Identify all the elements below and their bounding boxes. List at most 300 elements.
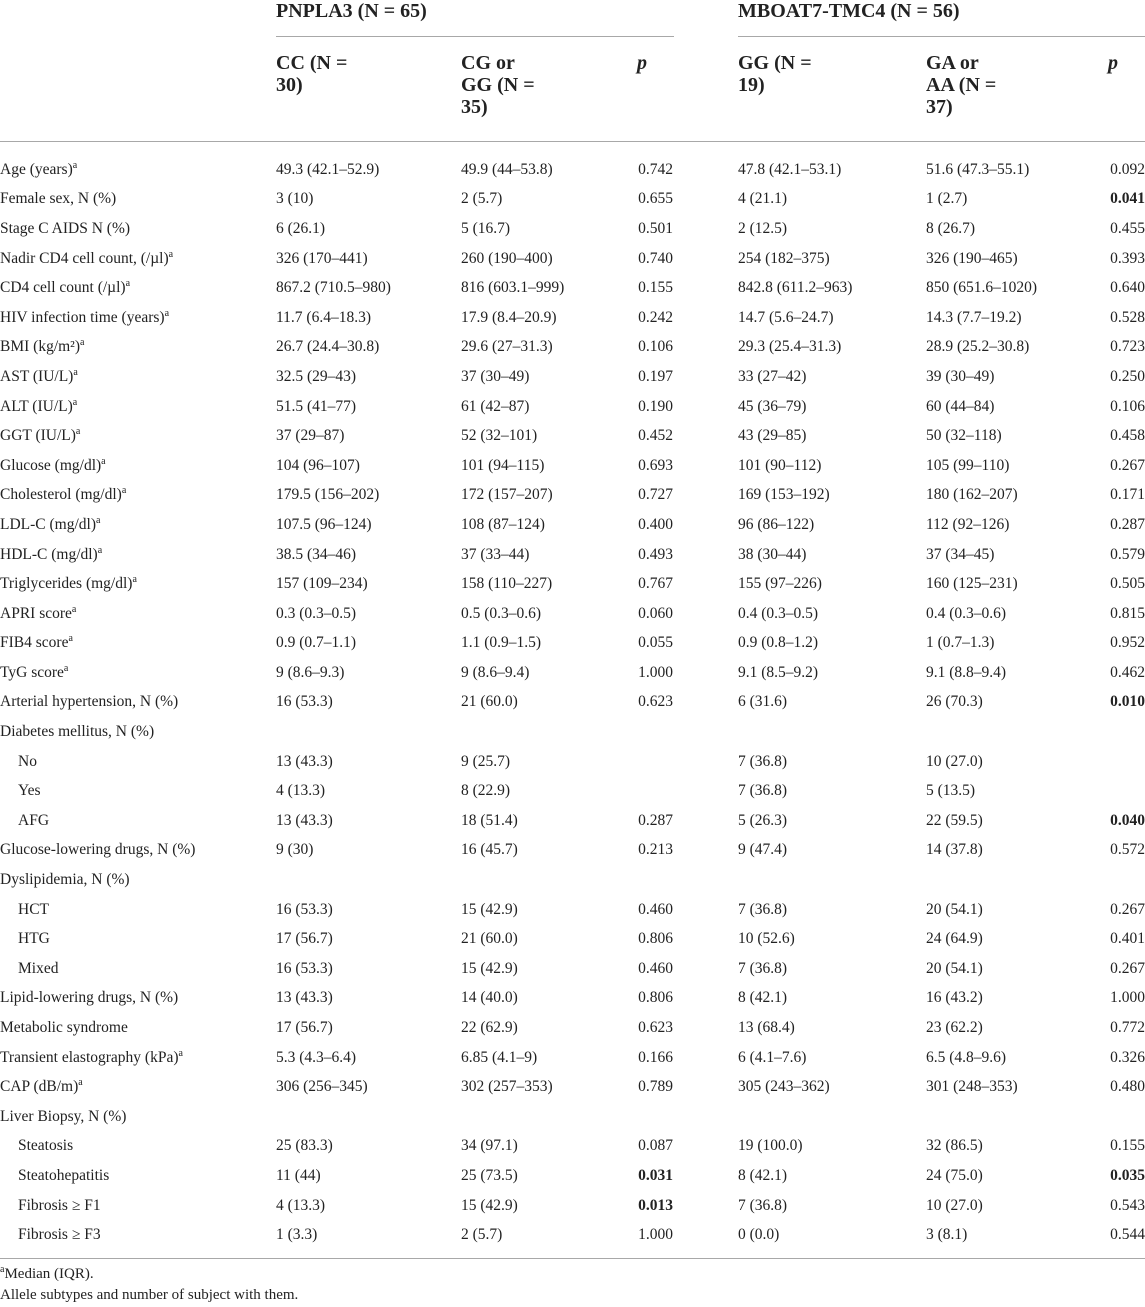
cell-spacer	[673, 688, 738, 718]
cell-spacer	[673, 1220, 738, 1250]
cell-pnpla3-cg-gg: 15 (42.9)	[461, 959, 518, 977]
cell-p-pnpla3: 0.087	[638, 1137, 673, 1155]
row-label: Mixed	[18, 959, 59, 977]
cell-pnpla3-cg-gg: 108 (87–124)	[461, 515, 545, 533]
cell-mboat7-gg: 7 (36.8)	[738, 900, 788, 918]
superscript-a: a	[132, 573, 137, 585]
footnote-median-iqr: $^a$Median (IQR).	[0, 1264, 94, 1282]
cell-pnpla3-cc	[276, 717, 461, 747]
row-label: Lipid-lowering drugs, N (%)	[0, 989, 179, 1007]
cell-pnpla3-cg-gg: 2 (5.7)	[461, 190, 503, 208]
cell-pnpla3-cg-gg: 52 (32–101)	[461, 427, 538, 445]
cell-mboat7-gg: 14.7 (5.6–24.7)	[738, 308, 834, 326]
cell-spacer	[673, 185, 738, 215]
cell-p-pnpla3	[605, 747, 673, 777]
cell-spacer	[673, 303, 738, 333]
row-label: HIV infection time (years)$^a$	[0, 307, 170, 326]
row-label: Stage C AIDS N (%)	[0, 219, 131, 237]
row-label: GGT $(IU/L)^a$	[0, 425, 81, 445]
table-row	[0, 569, 1145, 599]
group-title-mboat7: MBOAT7-TMC4 (N = 56)	[738, 0, 960, 22]
cell-spacer	[673, 421, 738, 451]
cell-mboat7-gg: 305 (243–362)	[738, 1078, 830, 1096]
cell-p-mboat7	[1070, 865, 1145, 895]
cell-p-mboat7: 0.505	[1110, 575, 1145, 593]
row-label: Fibrosis ≥ F3	[18, 1226, 101, 1244]
cell-pnpla3-cg-gg: 21 (60.0)	[461, 930, 518, 948]
cell-mboat7-gg: 10 (52.6)	[738, 930, 795, 948]
cell-p-pnpla3: 0.727	[638, 486, 673, 504]
cell-mboat7-gg: 4 (21.1)	[738, 190, 788, 208]
superscript-a: a	[96, 514, 101, 526]
row-label: Female sex, N (%)	[0, 190, 117, 208]
cell-pnpla3-cg-gg: 37 (30–49)	[461, 367, 530, 385]
table-row	[0, 481, 1145, 511]
cell-p-mboat7: 0.772	[1110, 1019, 1145, 1037]
cell-mboat7-ga-aa: 14.3 (7.7–19.2)	[926, 308, 1022, 326]
cell-mboat7-gg: 6 (31.6)	[738, 693, 788, 711]
cell-pnpla3-cg-gg: 18 (51.4)	[461, 811, 518, 829]
cell-mboat7-gg: 5 (26.3)	[738, 811, 788, 829]
row-label: Glucose $(mg/dl)^a$	[0, 455, 106, 474]
row-label: Yes	[18, 782, 41, 800]
table-row	[0, 362, 1145, 392]
row-label: Diabetes mellitus, N (%)	[0, 723, 155, 741]
cell-p-pnpla3: 0.400	[638, 515, 673, 533]
cell-p-mboat7: 0.458	[1110, 427, 1145, 445]
row-label: Cholesterol $(mg/dl)^a$	[0, 485, 127, 504]
cell-mboat7-gg	[738, 717, 926, 747]
cell-mboat7-gg: 7 (36.8)	[738, 782, 788, 800]
colhead-p-mboat7: p	[1108, 52, 1118, 74]
row-label: CD4 cell count $(/\mu l)^a$	[0, 278, 131, 297]
cell-pnpla3-cc: 17 (56.7)	[276, 1019, 333, 1037]
cell-p-mboat7: 0.171	[1110, 486, 1145, 504]
cell-mboat7-gg: 43 (29–85)	[738, 427, 807, 445]
cell-mboat7-gg: 7 (36.8)	[738, 1196, 788, 1214]
cell-mboat7-gg: 96 (86–122)	[738, 515, 815, 533]
cell-pnpla3-cc: 867.2 (710.5–980)	[276, 279, 391, 297]
row-label: CAP $(dB/m)^a$	[0, 1077, 83, 1096]
cell-p-pnpla3: 0.031	[638, 1166, 673, 1184]
cell-mboat7-ga-aa: 10 (27.0)	[926, 752, 983, 770]
cell-p-mboat7: 0.952	[1110, 634, 1145, 652]
header-divider	[0, 141, 1145, 142]
cell-p-mboat7: 0.106	[1110, 397, 1145, 415]
cell-mboat7-ga-aa: 20 (54.1)	[926, 900, 983, 918]
cell-mboat7-gg: 13 (68.4)	[738, 1019, 795, 1037]
row-label: Fibrosis ≥ F1	[18, 1196, 101, 1214]
cell-mboat7-ga-aa	[926, 717, 1070, 747]
cell-mboat7-gg: 7 (36.8)	[738, 959, 788, 977]
cell-p-mboat7: 0.250	[1110, 367, 1145, 385]
cell-p-pnpla3: 0.742	[638, 160, 673, 178]
cell-mboat7-ga-aa: 16 (43.2)	[926, 989, 983, 1007]
cell-p-pnpla3: 0.806	[638, 930, 673, 948]
cell-p-mboat7: 0.393	[1110, 249, 1145, 267]
cell-spacer	[673, 984, 738, 1014]
table-row	[0, 1220, 1145, 1250]
cell-p-pnpla3: 0.213	[638, 841, 673, 859]
table-row	[0, 806, 1145, 836]
superscript-a: a	[101, 455, 106, 467]
cell-p-pnpla3: 0.013	[638, 1196, 673, 1214]
cell-p-pnpla3	[605, 776, 673, 806]
cell-mboat7-ga-aa: 22 (59.5)	[926, 811, 983, 829]
table-row	[0, 954, 1145, 984]
cell-pnpla3-cg-gg: 49.9 (44–53.8)	[461, 160, 553, 178]
table-row	[0, 185, 1145, 215]
cell-mboat7-gg	[738, 865, 926, 895]
cell-p-pnpla3: 0.655	[638, 190, 673, 208]
cell-pnpla3-cg-gg: 15 (42.9)	[461, 1196, 518, 1214]
table-row	[0, 629, 1145, 659]
cell-mboat7-gg: 47.8 (42.1–53.1)	[738, 160, 842, 178]
cell-p-mboat7: 0.528	[1110, 308, 1145, 326]
footnote-allele-subtypes: Allele subtypes and number of subject with them.	[0, 1287, 299, 1303]
cell-p-pnpla3: 0.197	[638, 367, 673, 385]
cell-p-mboat7	[1070, 717, 1145, 747]
cell-pnpla3-cc: 4 (13.3)	[276, 1196, 326, 1214]
cell-pnpla3-cg-gg	[461, 865, 605, 895]
table-row	[0, 747, 1145, 777]
cell-p-pnpla3: 1.000	[638, 1226, 673, 1244]
cell-mboat7-gg: 9 (47.4)	[738, 841, 788, 859]
table-row	[0, 776, 1145, 806]
cell-p-mboat7: 0.035	[1110, 1166, 1145, 1184]
cell-mboat7-ga-aa: 50 (32–118)	[926, 427, 1002, 445]
cell-p-mboat7: 0.267	[1110, 959, 1145, 977]
cell-pnpla3-cg-gg: 260 (190–400)	[461, 249, 553, 267]
cell-mboat7-ga-aa: 10 (27.0)	[926, 1196, 983, 1214]
cell-pnpla3-cc: 25 (83.3)	[276, 1137, 333, 1155]
cell-pnpla3-cc: 38.5 (34–46)	[276, 545, 357, 563]
cell-pnpla3-cc	[276, 865, 461, 895]
cell-pnpla3-cg-gg: 6.85 (4.1–9)	[461, 1048, 538, 1066]
cell-mboat7-gg: 33 (27–42)	[738, 367, 807, 385]
cell-spacer	[673, 451, 738, 481]
cell-spacer	[673, 1161, 738, 1191]
cell-spacer	[673, 273, 738, 303]
cell-mboat7-ga-aa: 3 (8.1)	[926, 1226, 968, 1244]
cell-mboat7-ga-aa: 60 (44–84)	[926, 397, 995, 415]
table-row	[0, 214, 1145, 244]
table-row	[0, 510, 1145, 540]
table-row	[0, 984, 1145, 1014]
table-row	[0, 421, 1145, 451]
cell-pnpla3-cc: 16 (53.3)	[276, 900, 333, 918]
cell-spacer	[673, 1043, 738, 1073]
cell-spacer	[673, 392, 738, 422]
cell-p-pnpla3: 0.693	[638, 456, 673, 474]
table-row	[0, 1043, 1145, 1073]
cell-pnpla3-cg-gg: 8 (22.9)	[461, 782, 511, 800]
row-label: Triglycerides $(mg/dl)^a$	[0, 573, 137, 593]
row-label: Nadir CD4 cell count, $(/\mu l)^a$	[0, 248, 174, 267]
table-row	[0, 1013, 1145, 1043]
table-row	[0, 273, 1145, 303]
cell-pnpla3-cg-gg: 302 (257–353)	[461, 1078, 553, 1096]
cell-p-mboat7: 0.543	[1110, 1196, 1145, 1214]
cell-pnpla3-cg-gg: 2 (5.7)	[461, 1226, 503, 1244]
table-row	[0, 333, 1145, 363]
superscript-a: a	[73, 366, 78, 378]
superscript-a: a	[121, 485, 127, 497]
cell-mboat7-gg: 8 (42.1)	[738, 1166, 788, 1184]
cell-mboat7-ga-aa: 0.4 (0.3–0.6)	[926, 604, 1007, 622]
superscript-a: a	[72, 159, 78, 171]
cell-pnpla3-cg-gg: 101 (94–115)	[461, 456, 545, 474]
cell-spacer	[673, 629, 738, 659]
cell-p-pnpla3: 0.055	[638, 634, 673, 652]
cell-p-pnpla3	[605, 865, 673, 895]
superscript-a: a	[125, 278, 131, 290]
cell-p-pnpla3: 0.789	[638, 1078, 673, 1096]
cell-pnpla3-cg-gg: 29.6 (27–31.3)	[461, 338, 553, 356]
table-row	[0, 658, 1145, 688]
cell-pnpla3-cc: 326 (170–441)	[276, 249, 368, 267]
cell-mboat7-ga-aa: 51.6 (47.3–55.1)	[926, 160, 1030, 178]
row-label: Liver Biopsy, N (%)	[0, 1107, 127, 1125]
colhead-pnpla3-cc: CC (N = 30)	[276, 52, 348, 96]
table-row	[0, 688, 1145, 718]
cell-p-pnpla3: 0.623	[638, 1019, 673, 1037]
cell-spacer	[673, 510, 738, 540]
cell-spacer	[673, 895, 738, 925]
superscript-a: a	[71, 603, 77, 615]
cell-mboat7-gg	[738, 1102, 926, 1132]
cell-mboat7-gg: 9.1 (8.5–9.2)	[738, 663, 819, 681]
cell-pnpla3-cg-gg: 9 (25.7)	[461, 752, 511, 770]
cell-p-pnpla3	[605, 717, 673, 747]
row-label: Age (years)$^a$	[0, 159, 78, 178]
table-row	[0, 244, 1145, 274]
cell-pnpla3-cc: 157 (109–234)	[276, 575, 368, 593]
table-row	[0, 155, 1145, 185]
colhead-p-pnpla3: p	[637, 52, 647, 74]
table-row	[0, 599, 1145, 629]
cell-mboat7-ga-aa: 112 (92–126)	[926, 515, 1010, 533]
superscript-a: a	[80, 337, 85, 349]
row-label: Metabolic syndrome	[0, 1019, 128, 1037]
cell-p-mboat7: 0.326	[1110, 1048, 1145, 1066]
cell-spacer	[673, 1132, 738, 1162]
row-label: ALT $(IU/L)^a$	[0, 396, 78, 415]
cell-p-mboat7: 0.455	[1110, 219, 1145, 237]
cell-pnpla3-cc: 9 (30)	[276, 841, 314, 859]
cell-mboat7-gg: 254 (182–375)	[738, 249, 830, 267]
cell-spacer	[673, 481, 738, 511]
cell-pnpla3-cg-gg	[461, 717, 605, 747]
cell-p-pnpla3: 0.060	[638, 604, 673, 622]
cell-pnpla3-cg-gg: 14 (40.0)	[461, 989, 518, 1007]
table-row	[0, 303, 1145, 333]
table-row	[0, 1102, 1145, 1132]
cell-pnpla3-cg-gg: 37 (33–44)	[461, 545, 530, 563]
table-row	[0, 1191, 1145, 1221]
cell-pnpla3-cc: 0.3 (0.3–0.5)	[276, 604, 357, 622]
table-row	[0, 392, 1145, 422]
cell-p-pnpla3	[605, 1102, 673, 1132]
cell-p-pnpla3: 0.460	[638, 900, 673, 918]
cell-pnpla3-cc: 26.7 (24.4–30.8)	[276, 338, 380, 356]
superscript-a: a	[72, 396, 78, 408]
cell-pnpla3-cc: 17 (56.7)	[276, 930, 333, 948]
cell-p-mboat7: 0.572	[1110, 841, 1145, 859]
cell-p-mboat7: 0.287	[1110, 515, 1145, 533]
cell-p-pnpla3: 0.767	[638, 575, 673, 593]
cell-spacer	[673, 214, 738, 244]
row-label: HCT	[18, 900, 49, 918]
cell-mboat7-ga-aa: 37 (34–45)	[926, 545, 995, 563]
cell-mboat7-ga-aa: 326 (190–465)	[926, 249, 1018, 267]
cell-mboat7-ga-aa: 14 (37.8)	[926, 841, 983, 859]
row-label: Glucose-lowering drugs, N (%)	[0, 841, 196, 859]
cell-mboat7-ga-aa: 1 (2.7)	[926, 190, 968, 208]
cell-p-mboat7: 0.815	[1110, 604, 1145, 622]
group-underline-pnpla3	[276, 36, 674, 37]
cell-mboat7-gg: 0.4 (0.3–0.5)	[738, 604, 819, 622]
superscript-a: a	[178, 1047, 183, 1059]
cell-pnpla3-cc: 13 (43.3)	[276, 811, 333, 829]
row-label: Transient elastography (kPa)$^a$	[0, 1047, 183, 1066]
colhead-mboat7-ga-aa: GA or AA (N = 37)	[926, 52, 997, 118]
cell-p-mboat7: 0.041	[1110, 190, 1145, 208]
cell-pnpla3-cg-gg: 0.5 (0.3–0.6)	[461, 604, 542, 622]
superscript-a: a	[63, 662, 69, 674]
cell-mboat7-ga-aa: 105 (99–110)	[926, 456, 1010, 474]
data-table	[0, 155, 1145, 1250]
cell-pnpla3-cg-gg: 172 (157–207)	[461, 486, 553, 504]
cell-mboat7-gg: 842.8 (611.2–963)	[738, 279, 853, 297]
row-label: TyG score$^a$	[0, 662, 69, 681]
cell-spacer	[673, 244, 738, 274]
cell-mboat7-gg: 169 (153–192)	[738, 486, 830, 504]
cell-mboat7-ga-aa: 39 (30–49)	[926, 367, 995, 385]
cell-pnpla3-cc: 306 (256–345)	[276, 1078, 368, 1096]
cell-spacer	[673, 1191, 738, 1221]
table-row	[0, 540, 1145, 570]
cell-pnpla3-cc: 16 (53.3)	[276, 693, 333, 711]
cell-spacer	[673, 717, 738, 747]
cell-mboat7-gg: 19 (100.0)	[738, 1137, 803, 1155]
footnote-superscript: a	[0, 1264, 5, 1275]
cell-pnpla3-cg-gg: 16 (45.7)	[461, 841, 518, 859]
row-label: No	[18, 752, 37, 770]
cell-p-pnpla3: 0.740	[638, 249, 673, 267]
cell-p-mboat7: 0.544	[1110, 1226, 1145, 1244]
cell-mboat7-ga-aa: 23 (62.2)	[926, 1019, 983, 1037]
table-row	[0, 836, 1145, 866]
cell-mboat7-gg: 155 (97–226)	[738, 575, 822, 593]
cell-pnpla3-cg-gg: 21 (60.0)	[461, 693, 518, 711]
cell-mboat7-gg: 45 (36–79)	[738, 397, 807, 415]
cell-mboat7-gg: 7 (36.8)	[738, 752, 788, 770]
cell-p-pnpla3: 0.287	[638, 811, 673, 829]
cell-p-pnpla3: 0.242	[638, 308, 673, 326]
cell-p-mboat7: 0.010	[1110, 693, 1145, 711]
cell-p-pnpla3: 0.166	[638, 1048, 673, 1066]
superscript-a: a	[164, 307, 170, 319]
cell-pnpla3-cc: 16 (53.3)	[276, 959, 333, 977]
table-row	[0, 1072, 1145, 1102]
cell-p-pnpla3: 0.106	[638, 338, 673, 356]
cell-mboat7-gg: 8 (42.1)	[738, 989, 788, 1007]
cell-p-mboat7: 0.640	[1110, 279, 1145, 297]
cell-spacer	[673, 1013, 738, 1043]
cell-mboat7-ga-aa: 8 (26.7)	[926, 219, 976, 237]
table-row	[0, 865, 1145, 895]
cell-p-mboat7: 0.462	[1110, 663, 1145, 681]
cell-mboat7-ga-aa	[926, 1102, 1070, 1132]
cell-spacer	[673, 806, 738, 836]
cell-mboat7-ga-aa: 180 (162–207)	[926, 486, 1018, 504]
cell-pnpla3-cc: 3 (10)	[276, 190, 314, 208]
cell-mboat7-ga-aa: 1 (0.7–1.3)	[926, 634, 995, 652]
cell-pnpla3-cc: 32.5 (29–43)	[276, 367, 357, 385]
table-row	[0, 895, 1145, 925]
cell-p-pnpla3: 0.501	[638, 219, 673, 237]
cell-p-pnpla3: 0.190	[638, 397, 673, 415]
table-row	[0, 924, 1145, 954]
cell-mboat7-ga-aa: 24 (75.0)	[926, 1166, 983, 1184]
cell-pnpla3-cg-gg: 1.1 (0.9–1.5)	[461, 634, 542, 652]
cell-pnpla3-cg-gg: 816 (603.1–999)	[461, 279, 565, 297]
cell-spacer	[673, 924, 738, 954]
cell-p-pnpla3: 0.452	[638, 427, 673, 445]
cell-pnpla3-cc: 9 (8.6–9.3)	[276, 663, 345, 681]
cell-mboat7-ga-aa: 5 (13.5)	[926, 782, 976, 800]
cell-pnpla3-cg-gg: 34 (97.1)	[461, 1137, 518, 1155]
cell-p-mboat7: 0.092	[1110, 160, 1145, 178]
cell-mboat7-gg: 2 (12.5)	[738, 219, 788, 237]
cell-mboat7-ga-aa: 32 (86.5)	[926, 1137, 983, 1155]
cell-mboat7-ga-aa: 24 (64.9)	[926, 930, 983, 948]
cell-pnpla3-cc: 6 (26.1)	[276, 219, 326, 237]
table-row	[0, 1132, 1145, 1162]
footer-divider	[0, 1258, 1145, 1259]
cell-spacer	[673, 540, 738, 570]
cell-pnpla3-cc: 4 (13.3)	[276, 782, 326, 800]
row-label: BMI $(kg/m^2)^a$	[0, 337, 85, 356]
cell-mboat7-gg: 29.3 (25.4–31.3)	[738, 338, 842, 356]
cell-p-mboat7: 0.267	[1110, 900, 1145, 918]
cell-spacer	[673, 865, 738, 895]
cell-pnpla3-cc: 13 (43.3)	[276, 752, 333, 770]
cell-spacer	[673, 362, 738, 392]
cell-p-mboat7	[1070, 776, 1145, 806]
cell-pnpla3-cc: 5.3 (4.3–6.4)	[276, 1048, 357, 1066]
cell-spacer	[673, 658, 738, 688]
row-label: FIB4 score$^a$	[0, 633, 73, 652]
row-label: LDL-C $(mg/dl)^a$	[0, 514, 101, 533]
cell-spacer	[673, 569, 738, 599]
group-underline-mboat7	[738, 36, 1145, 37]
cell-pnpla3-cg-gg	[461, 1102, 605, 1132]
superscript-a: a	[68, 633, 73, 645]
superscript-a: a	[168, 248, 174, 260]
cell-spacer	[673, 836, 738, 866]
cell-mboat7-gg: 6 (4.1–7.6)	[738, 1048, 807, 1066]
group-title-pnpla3: PNPLA3 (N = 65)	[276, 0, 427, 22]
cell-p-mboat7: 0.401	[1110, 930, 1145, 948]
cell-pnpla3-cc: 1 (3.3)	[276, 1226, 318, 1244]
row-label: HDL-C $(mg/dl)^a$	[0, 544, 103, 563]
row-label: Steatohepatitis	[18, 1166, 110, 1184]
table-row	[0, 717, 1145, 747]
colhead-mboat7-gg: GG (N = 19)	[738, 52, 812, 96]
cell-pnpla3-cg-gg: 5 (16.7)	[461, 219, 511, 237]
